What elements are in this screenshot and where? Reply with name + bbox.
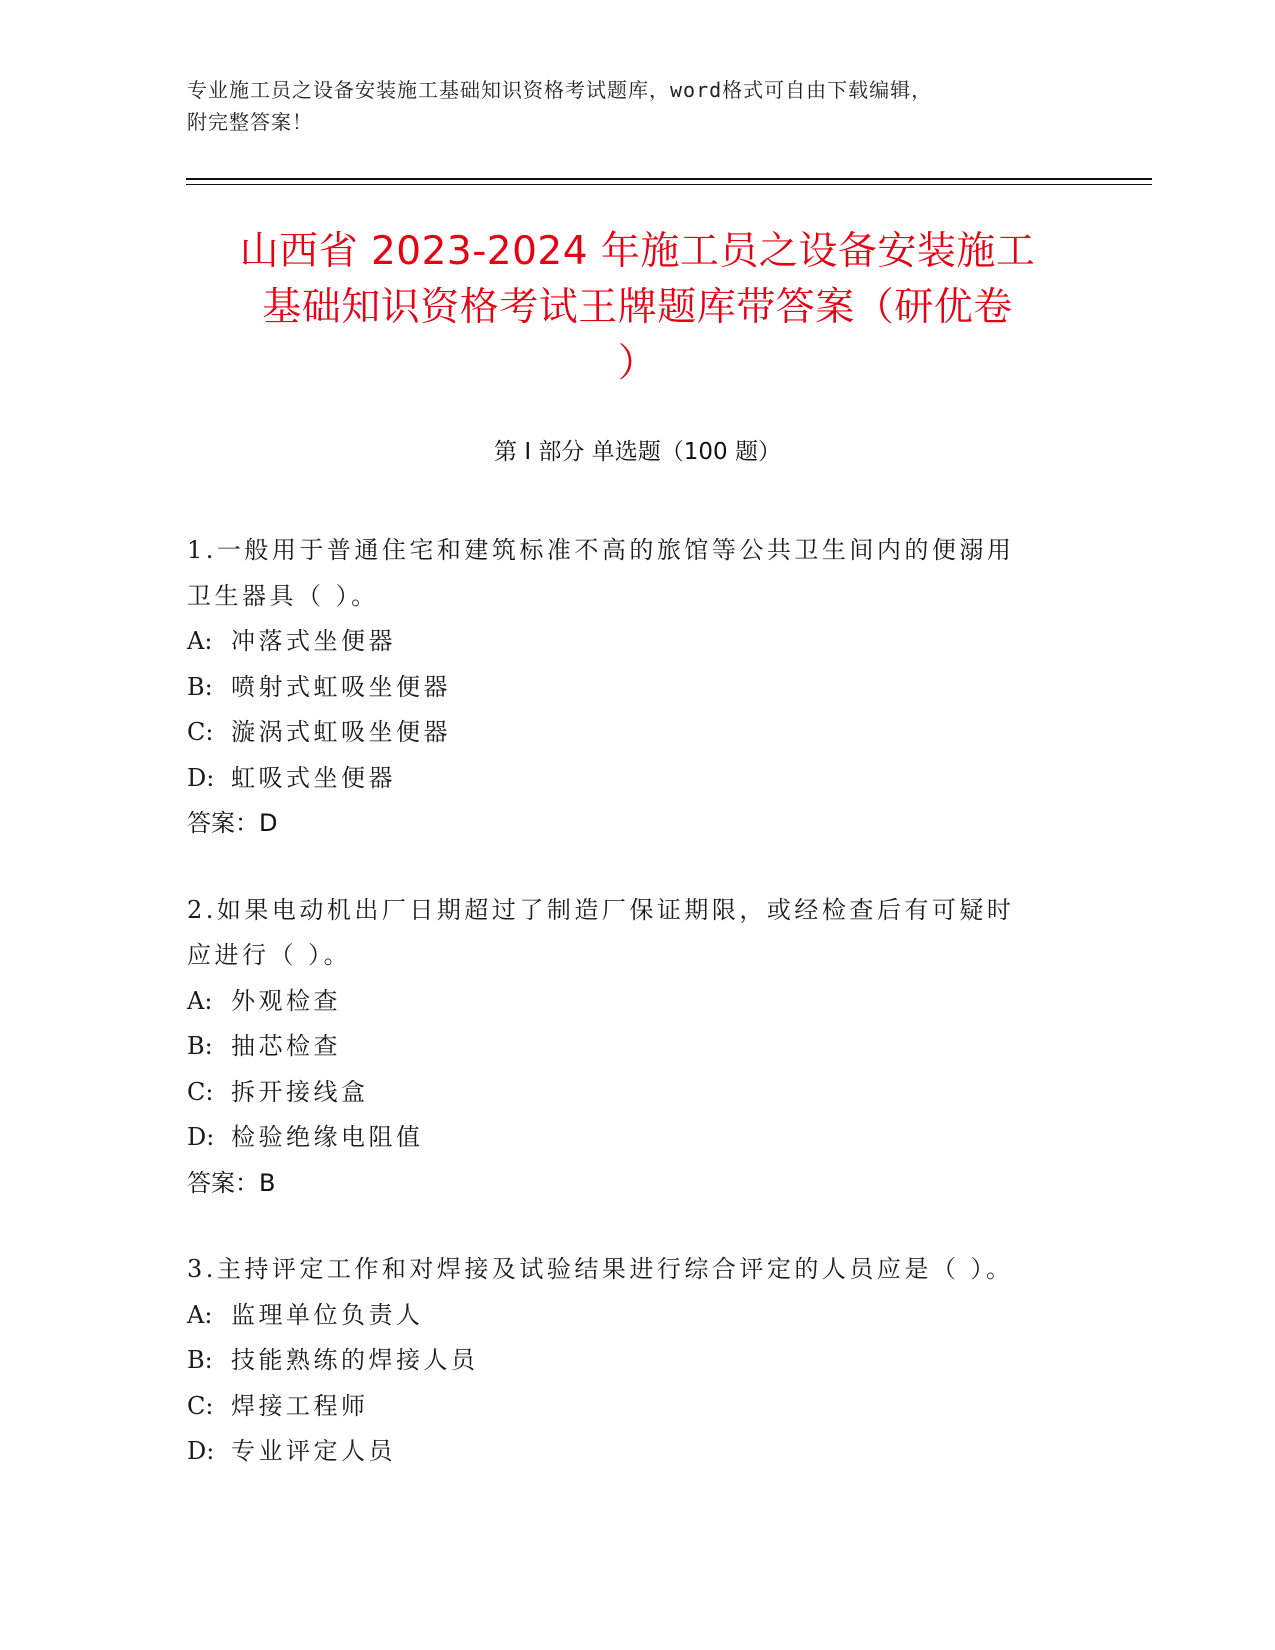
- question-item: [187, 1247, 1067, 1475]
- document-title: [190, 224, 1085, 392]
- question-stem: 1.一般用于普通住宅和建筑标准不高的旅馆等公共卫生间内的便溺用: [187, 536, 1015, 564]
- question-stem: 2.如果电动机出厂日期超过了制造厂保证期限，或经检查后有可疑时: [187, 895, 1015, 924]
- question-stem: 卫生器具（ ）。: [187, 581, 379, 610]
- option-text: 漩涡式虹吸坐便器: [231, 718, 451, 746]
- option-key: A:: [187, 986, 213, 1015]
- question-stem: 应进行（ ）。: [187, 941, 352, 969]
- option-key: B:: [187, 1032, 213, 1060]
- option-key: C:: [187, 1391, 214, 1420]
- option-text: 专业评定人员: [231, 1437, 396, 1465]
- question-item: [187, 528, 1067, 847]
- option-key: C:: [187, 718, 214, 746]
- question-option: [187, 1293, 1067, 1339]
- question-option: [187, 979, 1067, 1025]
- header-note-line: 附完整答案！: [187, 110, 313, 134]
- question-option: [187, 710, 1067, 756]
- option-text: 冲落式坐便器: [231, 627, 396, 655]
- question-option: [187, 1070, 1067, 1116]
- option-key: A:: [187, 1300, 213, 1329]
- option-key: D:: [187, 763, 215, 792]
- question-option: [187, 756, 1067, 802]
- option-text: 监理单位负责人: [231, 1300, 424, 1329]
- question-item: [187, 888, 1067, 1207]
- option-text: 检验绝缘电阻值: [231, 1123, 424, 1151]
- option-key: A:: [187, 627, 213, 655]
- option-text: 外观检查: [231, 986, 341, 1015]
- question-option: [187, 1024, 1067, 1070]
- option-key: D:: [187, 1437, 215, 1465]
- document-title-line: 山西省 2023-2024 年施工员之设备安装施工: [239, 229, 1036, 274]
- option-text: 喷射式虹吸坐便器: [231, 672, 451, 701]
- question-option: [187, 1115, 1067, 1161]
- section-heading: 第 I 部分 单选题（100 题）: [494, 439, 781, 465]
- question-answer: 答案：B: [187, 1168, 276, 1197]
- option-text: 拆开接线盒: [231, 1077, 369, 1106]
- header-divider-thin: [186, 184, 1152, 185]
- document-title-line: ）: [617, 341, 658, 386]
- header-note: [187, 74, 1067, 138]
- question-option: [187, 619, 1067, 665]
- option-text: 技能熟练的焊接人员: [231, 1346, 479, 1374]
- option-key: C:: [187, 1077, 214, 1106]
- question-option: [187, 1384, 1067, 1430]
- option-text: 抽芯检查: [231, 1032, 341, 1060]
- question-option: [187, 1429, 1067, 1475]
- option-text: 虹吸式坐便器: [231, 763, 396, 792]
- question-answer: 答案：D: [187, 809, 278, 837]
- question-option: [187, 665, 1067, 711]
- document-title-line: 基础知识资格考试王牌题库带答案（研优卷: [262, 285, 1013, 330]
- header-note-line: 专业施工员之设备安装施工基础知识资格考试题库，word格式可自由下载编辑，: [187, 78, 933, 102]
- option-key: B:: [187, 672, 213, 701]
- option-key: B:: [187, 1346, 213, 1374]
- question-option: [187, 1338, 1067, 1384]
- question-list: [187, 528, 1067, 1516]
- option-key: D:: [187, 1123, 215, 1151]
- question-stem: 3.主持评定工作和对焊接及试验结果进行综合评定的人员应是（ ）。: [187, 1255, 1014, 1283]
- option-text: 焊接工程师: [231, 1391, 369, 1420]
- header-divider-thick: [186, 178, 1152, 180]
